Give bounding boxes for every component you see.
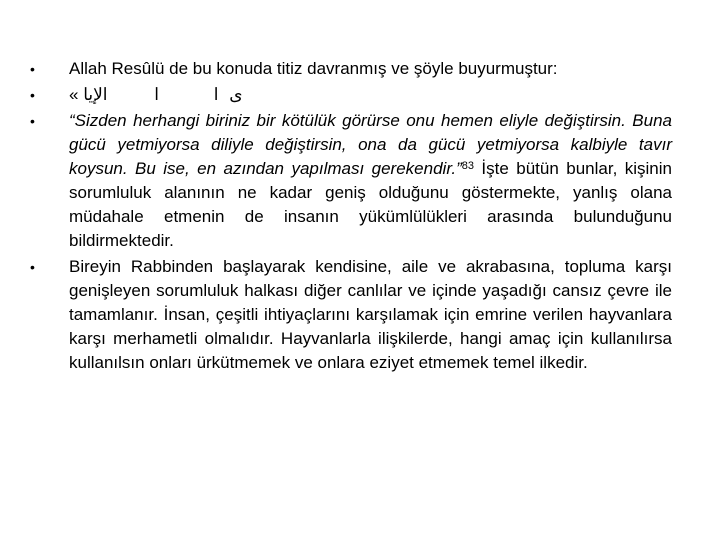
bullet-text: Allah Resûlü de bu konuda titiz davranmış ve şöyle buyurmuştur: (69, 59, 558, 78)
hadith-quote: “Sizden herhangi biriniz bir kötülük görürse onu hemen eliyle değiştirsin. Buna gücü yetmiyorsa diliyle değiştirsin, ona da gücü yetmiyorsa kalbiyle tavır koysun. Bu ise, en azından yapılması gerekendir.” (69, 111, 672, 178)
arabic-segment: ا (213, 85, 219, 104)
bullet-item-responsibility (30, 255, 672, 375)
bullet-icon: • (30, 87, 35, 103)
bullet-paragraph (69, 109, 672, 253)
arabic-segment: ا (154, 85, 159, 104)
bullet-item-arabic-text (30, 83, 672, 107)
footnote-reference: 83 (461, 160, 474, 172)
bullet-icon: • (30, 113, 35, 129)
arabic-text-line (69, 83, 672, 107)
bullet-item-hadith-intro (30, 57, 672, 81)
bullet-list (30, 57, 672, 381)
quote-commentary: İşte bütün bunlar, kişinin sorumluluk alanının ne kadar geniş olduğunu göstermekte, yanlış olana müdahale etmenin de insanın yükümlülükleri arasında bulunduğunu bildirmektedir. (69, 159, 672, 250)
bullet-item-hadith-quote (30, 109, 672, 253)
bullet-icon: • (30, 61, 35, 77)
arabic-segment: « اﻹﻳﺎ (69, 85, 108, 104)
arabic-segment: ى (229, 85, 243, 104)
bullet-icon: • (30, 259, 35, 275)
bullet-paragraph: Bireyin Rabbinden başlayarak kendisine, aile ve akrabasına, topluma karşı genişleyen sorumluluk halkası diğer canlılar ve içinde yaşadığı cansız çevre ile tamamlanır. İnsan, çeşitli ihtiyaçlarını karşılamak için emrine verilen hayvanlara karşı merhametli olmalıdır. Hayvanlarla ilişkilerde, hangi amaç için kullanılırsa kullanılsın onları ürkütmemek ve onlara eziyet etmemek temel ilkedir. (69, 257, 672, 372)
